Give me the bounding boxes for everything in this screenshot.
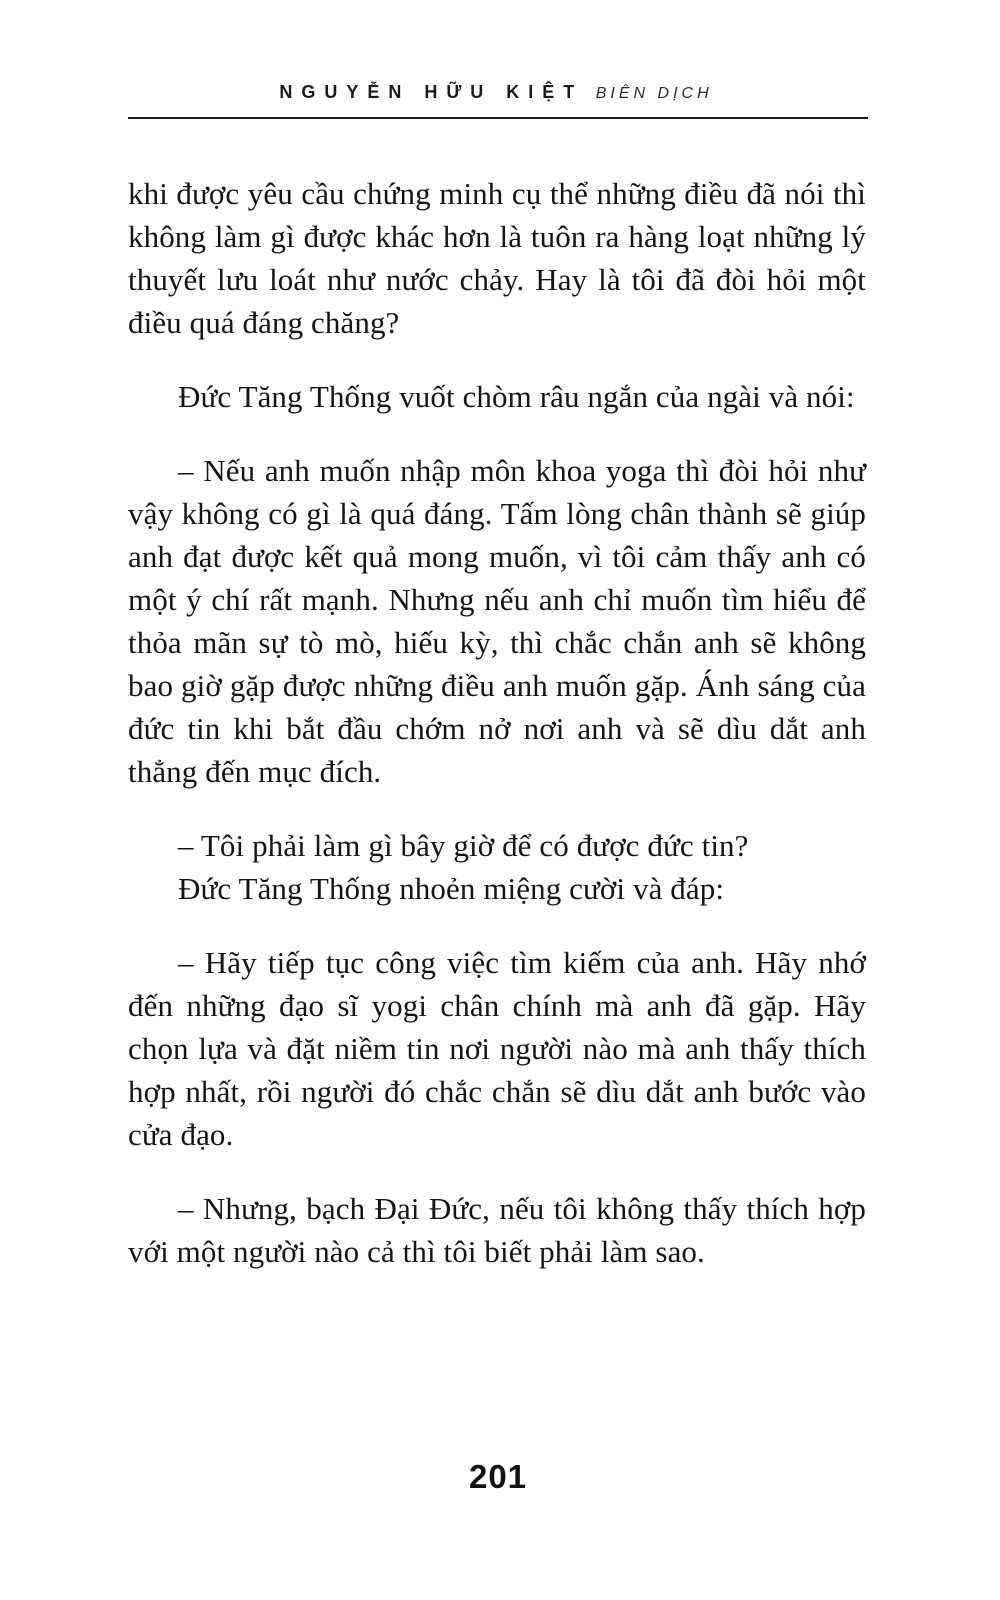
header-subtitle: BIÊN DỊCH: [595, 85, 713, 102]
header-author-name: NGUYỄN HỮU KIỆT: [279, 82, 584, 102]
page-body-text: [128, 172, 866, 1304]
body-paragraph-narration: Đức Tăng Thống nhoẻn miệng cười và đáp:: [178, 871, 725, 906]
body-paragraph-narration: Đức Tăng Thống vuốt chòm râu ngắn của ngài và nói:: [178, 379, 855, 414]
header-divider-rule: [128, 117, 868, 119]
page-number: 201: [468, 1458, 528, 1495]
running-header: [128, 82, 864, 103]
body-paragraph-dialogue: – Tôi phải làm gì bây giờ để có được đức tin?: [178, 828, 749, 863]
body-paragraph-dialogue: – Hãy tiếp tục công việc tìm kiếm của anh. Hãy nhớ đến những đạo sĩ yogi chân chính mà anh đã gặp. Hãy chọn lựa và đặt niềm tin nơi người nào mà anh thấy thích hợp nhất, rồi người đó chắc chắn sẽ dìu dắt anh bước vào cửa đạo.: [128, 945, 866, 1152]
body-paragraph-dialogue: – Nếu anh muốn nhập môn khoa yoga thì đòi hỏi như vậy không có gì là quá đáng. Tấm lòng chân thành sẽ giúp anh đạt được kết quả mong muốn, vì tôi cảm thấy anh có một ý chí rất mạnh. Nhưng nếu anh chỉ muốn tìm hiểu để thỏa mãn sự tò mò, hiếu kỳ, thì chắc chắn anh sẽ không bao giờ gặp được những điều anh muốn gặp. Ánh sáng của đức tin khi bắt đầu chớm nở nơi anh và sẽ dìu dắt anh thẳng đến mục đích.: [128, 453, 866, 789]
body-paragraph-dialogue: – Nhưng, bạch Đại Đức, nếu tôi không thấy thích hợp với một người nào cả thì tôi biết phải làm sao.: [128, 1191, 866, 1269]
body-paragraph-continuation: khi được yêu cầu chứng minh cụ thể những điều đã nói thì không làm gì được khác hơn là tuôn ra hàng loạt những lý thuyết lưu loát như nước chảy. Hay là tôi đã đòi hỏi một điều quá đáng chăng?: [128, 176, 866, 340]
